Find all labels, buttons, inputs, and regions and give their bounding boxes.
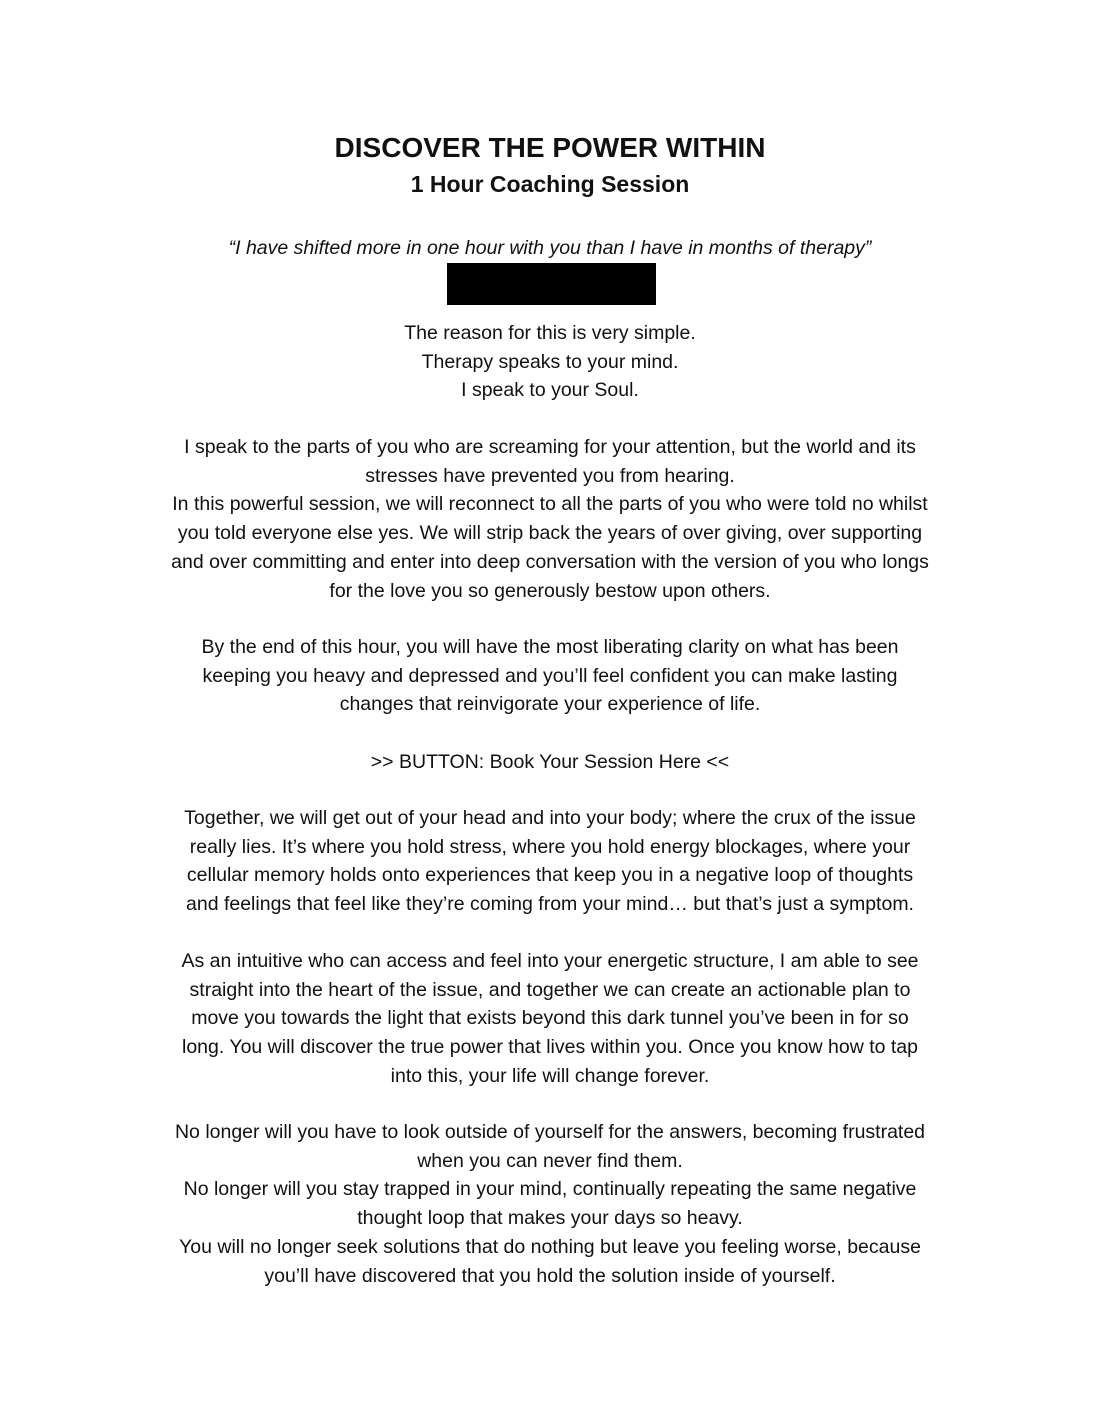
text-line: You will no longer seek solutions that do nothing but leave you feeling worse, because	[179, 1235, 921, 1258]
text-line: when you can never find them.	[417, 1149, 683, 1172]
text-line: In this powerful session, we will reconnect to all the parts of you who were told no whilst	[172, 493, 928, 516]
text-line: you’ll have discovered that you hold the solution inside of yourself.	[264, 1264, 836, 1287]
text-line: keeping you heavy and depressed and you’ll feel confident you can make lasting	[202, 664, 898, 687]
redacted-attribution	[447, 263, 656, 305]
text-line: for the love you so generously bestow upon others.	[329, 579, 771, 602]
text-line: As an intuitive who can access and feel into your energetic structure, I am able to see	[181, 950, 919, 972]
testimonial-quote: “I have shifted more in one hour with you than I have in months of therapy”	[228, 237, 872, 259]
text-line: changes that reinvigorate your experience of life.	[339, 693, 761, 716]
intuitive-paragraph	[120, 947, 980, 1091]
text-line: I speak to the parts of you who are screaming for your attention, but the world and its	[184, 436, 916, 458]
page-title: DISCOVER THE POWER WITHIN	[334, 132, 766, 163]
text-line: I speak to your Soul.	[461, 379, 639, 402]
text-line: you told everyone else yes. We will strip back the years of over giving, over supporting	[177, 522, 923, 545]
text-line: stresses have prevented you from hearing.	[365, 464, 735, 487]
text-line: straight into the heart of the issue, and together we can create an actionable plan to	[189, 978, 911, 1001]
text-line: into this, your life will change forever.	[390, 1064, 710, 1087]
text-line: cellular memory holds onto experiences that keep you in a negative loop of thoughts	[186, 864, 914, 887]
text-line: Therapy speaks to your mind.	[421, 350, 679, 373]
reconnect-paragraph	[120, 433, 980, 605]
text-line: move you towards the light that exists beyond this dark tunnel you’ve been in for so	[191, 1007, 909, 1030]
text-line: and over committing and enter into deep conversation with the version of you who longs	[171, 550, 929, 573]
text-line: really lies. It’s where you hold stress, where you hold energy blockages, where your	[189, 835, 911, 858]
no-longer-paragraph	[120, 1118, 980, 1290]
intro-paragraph	[120, 319, 980, 405]
text-line: Together, we will get out of your head and into your body; where the crux of the issue	[184, 807, 916, 829]
outcome-paragraph	[120, 633, 980, 719]
book-session-button-placeholder[interactable]	[120, 748, 980, 777]
text-line: By the end of this hour, you will have the most liberating clarity on what has been	[201, 636, 899, 658]
book-session-link[interactable]: >> BUTTON: Book Your Session Here <<	[370, 751, 730, 773]
body-paragraph	[120, 804, 980, 919]
text-line: No longer will you have to look outside of yourself for the answers, becoming frustrated	[174, 1121, 926, 1143]
text-line: No longer will you stay trapped in your mind, continually repeating the same negative	[183, 1178, 917, 1201]
page-subtitle: 1 Hour Coaching Session	[410, 171, 690, 197]
text-line: long. You will discover the true power that lives within you. Once you know how to tap	[182, 1036, 918, 1059]
text-line: thought loop that makes your days so heavy.	[357, 1207, 743, 1230]
text-line: The reason for this is very simple.	[404, 322, 696, 344]
text-line: and feelings that feel like they’re coming from your mind… but that’s just a symptom.	[186, 893, 914, 916]
